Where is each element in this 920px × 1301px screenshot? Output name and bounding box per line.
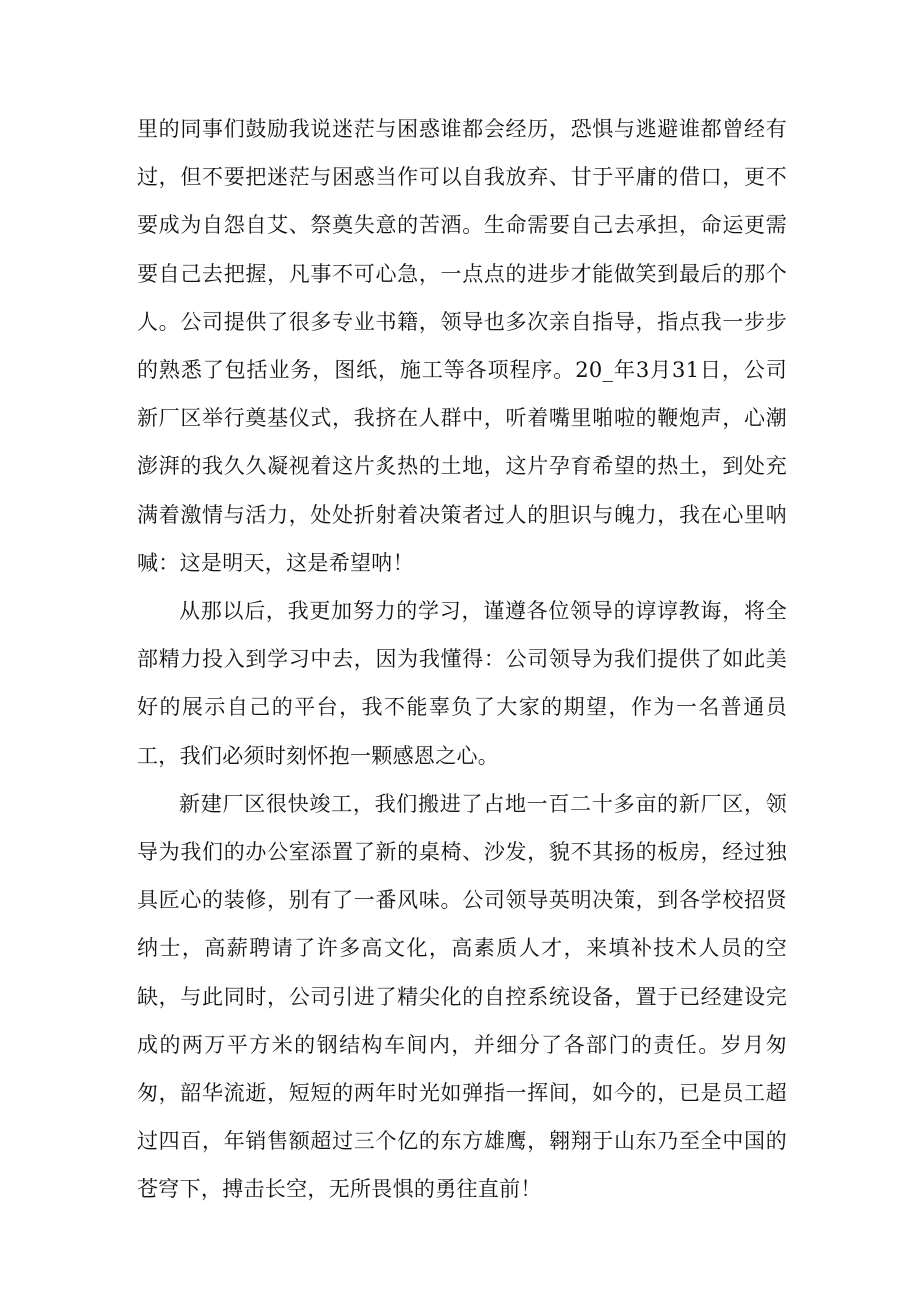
body-text [137, 105, 787, 1214]
paragraph-1: 里的同事们鼓励我说迷茫与困惑谁都会经历，恐惧与逃避谁都曾经有过，但不要把迷茫与困惑当作可以自我放弃、甘于平庸的借口，更不要成为自怨自艾、祭奠失意的苦酒。生命需要自己去承担，命运更需要自己去把握，凡事不可心急，一点点的进步才能做笑到最后的那个人。公司提供了很多专业书籍，领导也多次亲自指导，指点我一步步的熟悉了包括业务，图纸，施工等各项程序。20_年3月31日，公司新厂区举行奠基仪式，我挤在人群中，听着嘴里啪啦的鞭炮声，心潮澎湃的我久久凝视着这片炙热的土地，这片孕育希望的热土，到处充满着激情与活力，处处折射着决策者过人的胆识与魄力，我在心里呐喊：这是明天，这是希望呐！ [137, 117, 787, 575]
paragraph-2: 从那以后，我更加努力的学习，谨遵各位领导的谆谆教诲，将全部精力投入到学习中去，因为我懂得：公司领导为我们提供了如此美好的展示自己的平台，我不能辜负了大家的期望，作为一名普通员工，我们必须时刻怀抱一颗感恩之心。 [137, 599, 787, 768]
paragraph-3: 新建厂区很快竣工，我们搬进了占地一百二十多亩的新厂区，领导为我们的办公室添置了新的桌椅、沙发，貌不其扬的板房，经过独具匠心的装修，别有了一番风味。公司领导英明决策，到各学校招贤纳士，高薪聘请了许多高文化，高素质人才，来填补技术人员的空缺，与此同时，公司引进了精尖化的自控系统设备，置于已经建设完成的两万平方米的钢结构车间内，并细分了各部门的责任。岁月匆匆，韶华流逝，短短的两年时光如弹指一挥间，如今的，已是员工超过四百，年销售额超过三个亿的东方雄鹰，翱翔于山东乃至全中国的苍穹下，搏击长空，无所畏惧的勇往直前！ [137, 791, 787, 1202]
